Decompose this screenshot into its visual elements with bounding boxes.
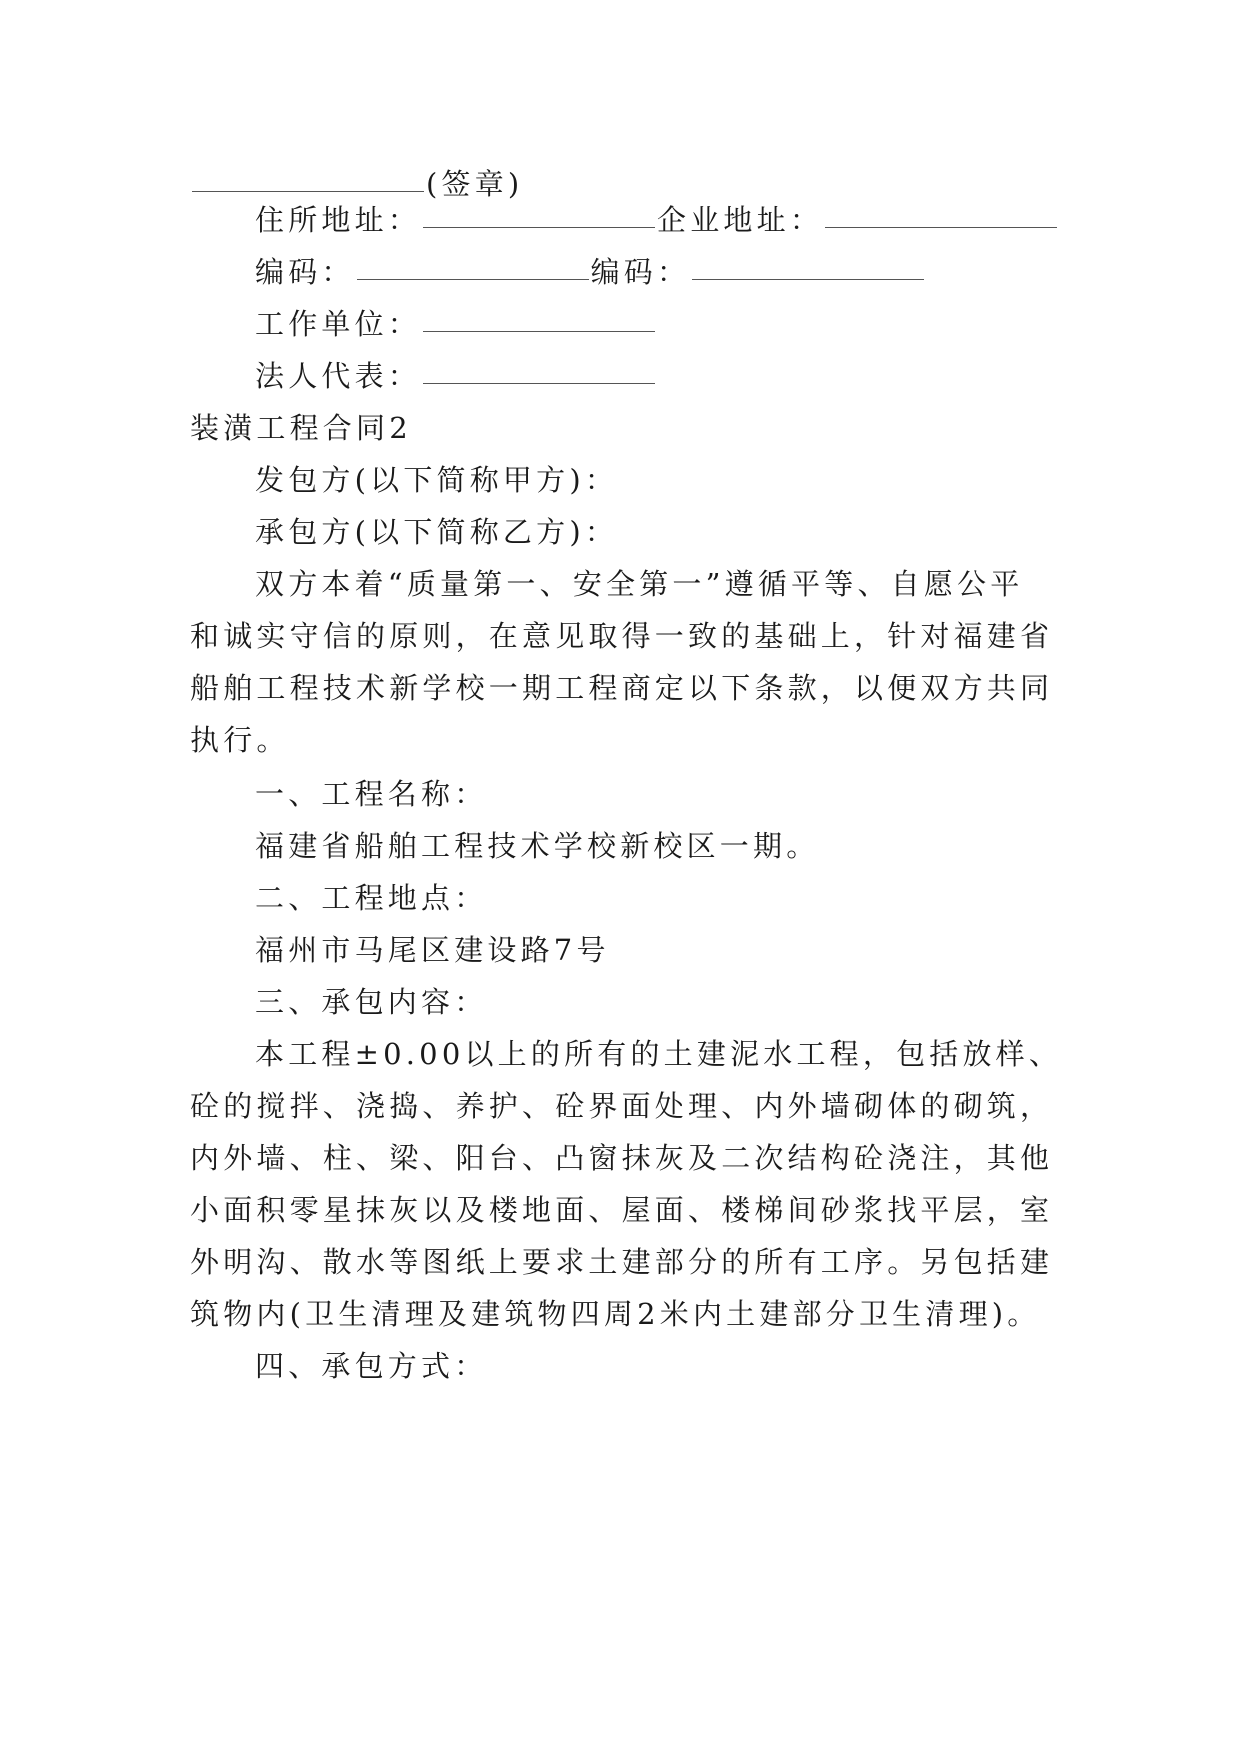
company-address-label: 企业地址： [657,203,824,237]
section-3-heading: 三、承包内容： [255,985,488,1019]
section-3-line-1: 本工程±0.00以上的所有的土建泥水工程，包括放样、 [255,1037,1063,1071]
section-3-line-5: 外明沟、散水等图纸上要求土建部分的所有工序。另包括建 [190,1245,1054,1279]
party-a: 发包方(以下简称甲方)： [255,463,619,497]
legal-rep-line [255,358,1135,394]
signature-blank[interactable] [192,189,424,192]
work-unit-line [255,306,1135,342]
intro-line-4: 执行。 [190,723,290,757]
section-4-heading: 四、承包方式： [255,1349,488,1383]
postcode-blank[interactable] [357,277,589,280]
section-3-line-4: 小面积零星抹灰以及楼地面、屋面、楼梯间砂浆找平层，室 [190,1193,1054,1227]
postcode-label: 编码： [255,255,355,289]
intro-line-1: 双方本着“质量第一、安全第一”遵循平等、自愿公平 [255,567,1024,601]
legal-rep-blank[interactable] [423,381,655,384]
intro-line-2: 和诚实守信的原则，在意见取得一致的基础上，针对福建省 [190,619,1054,653]
legal-rep-label: 法人代表： [255,359,422,393]
section-2-heading: 二、工程地点： [255,881,488,915]
section-3-line-2: 砼的搅拌、浇捣、养护、砼界面处理、内外墙砌体的砌筑， [190,1089,1054,1123]
intro-line-3: 船舶工程技术新学校一期工程商定以下条款，以便双方共同 [190,671,1054,705]
section-1-heading: 一、工程名称： [255,777,488,811]
postcode-blank-2[interactable] [692,277,924,280]
contract-title: 装潢工程合同2 [190,411,412,445]
address-line [255,202,1135,238]
section-1-content: 福建省船舶工程技术学校新校区一期。 [255,829,820,863]
signature-label: (签章) [426,167,524,201]
postcode-label-2: 编码： [590,255,691,289]
residence-address-label: 住所地址： [255,203,422,237]
company-address-blank[interactable] [825,225,1057,228]
signature-line [190,166,1070,202]
section-3-line-6: 筑物内(卫生清理及建筑物四周2米内土建部分卫生清理)。 [190,1297,1041,1331]
residence-address-blank[interactable] [423,225,655,228]
section-2-content: 福州市马尾区建设路7号 [255,933,610,967]
section-3-line-3: 内外墙、柱、梁、阳台、凸窗抹灰及二次结构砼浇注，其他 [190,1141,1054,1175]
work-unit-label: 工作单位： [255,307,422,341]
work-unit-blank[interactable] [423,329,655,332]
party-b: 承包方(以下简称乙方)： [255,515,619,549]
postcode-line [255,254,1135,290]
